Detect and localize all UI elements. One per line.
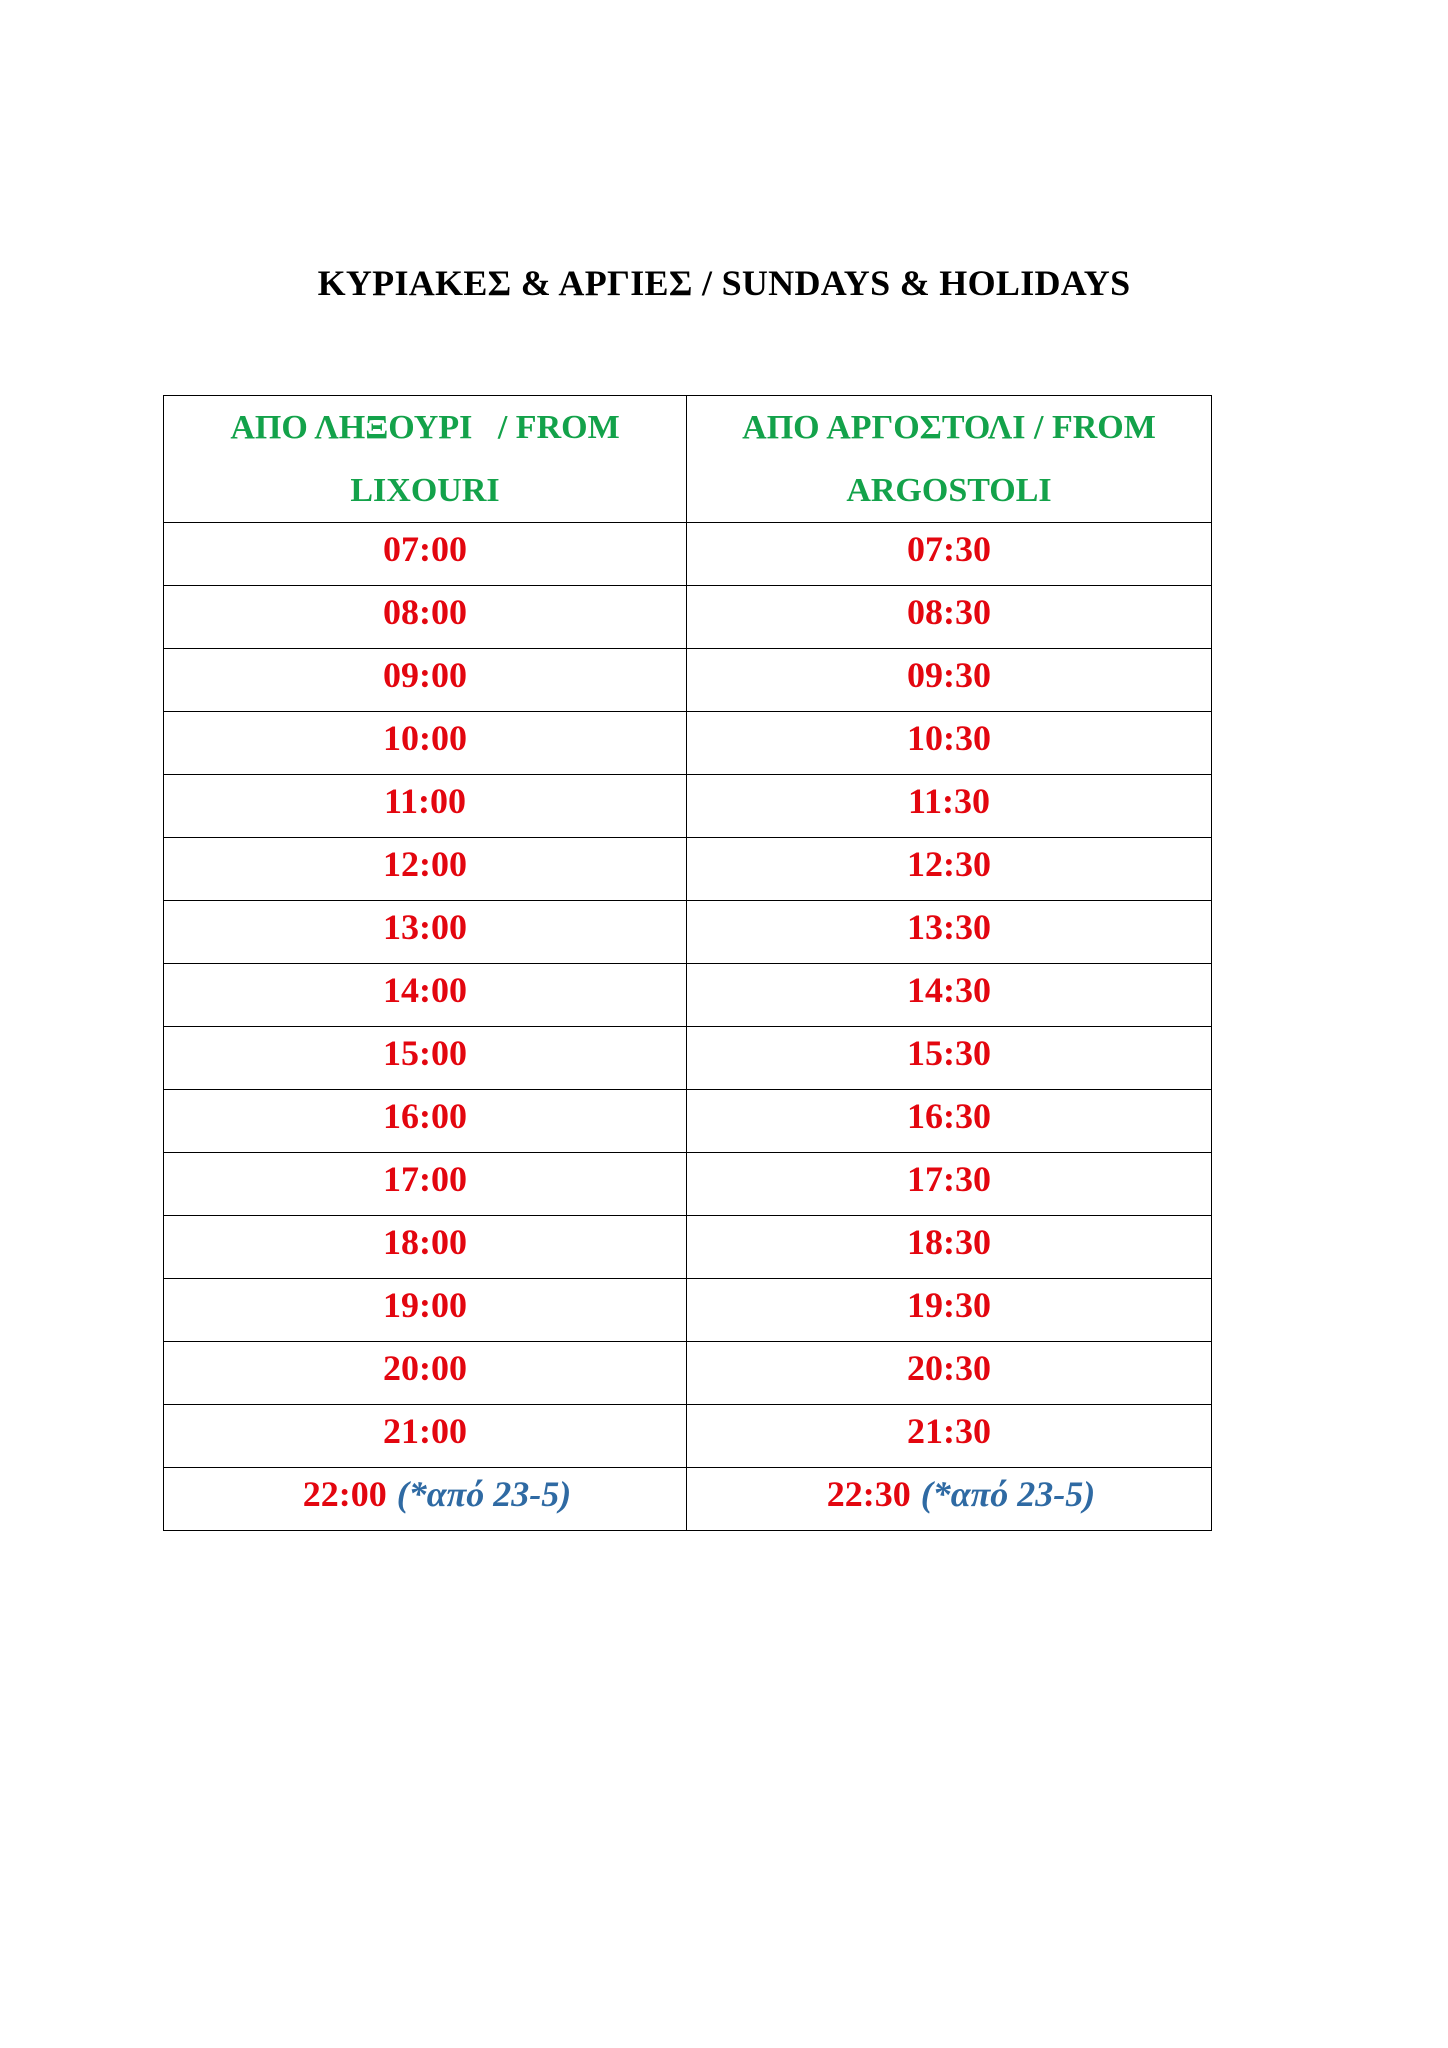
time-lixouri: 12:00 — [383, 844, 467, 884]
time-lixouri: 13:00 — [383, 907, 467, 947]
time-lixouri: 07:00 — [383, 529, 467, 569]
header-from-lixouri-line1: ΑΠΟ ΛΗΞΟΥΡΙ / FROM — [230, 409, 620, 446]
departure-lixouri — [164, 838, 687, 901]
table-row — [164, 901, 1212, 964]
table-row — [164, 1279, 1212, 1342]
table-row — [164, 712, 1212, 775]
departure-argostoli — [687, 1153, 1212, 1216]
time-lixouri: 22:00 — [302, 1474, 387, 1514]
time-lixouri: 21:00 — [383, 1411, 467, 1451]
departure-lixouri — [164, 964, 687, 1027]
time-lixouri: 10:00 — [383, 718, 467, 758]
time-lixouri: 19:00 — [383, 1285, 467, 1325]
table-row — [164, 586, 1212, 649]
time-argostoli: 12:30 — [907, 844, 991, 884]
time-argostoli: 19:30 — [907, 1285, 991, 1325]
departure-lixouri — [164, 1405, 687, 1468]
time-lixouri: 14:00 — [383, 970, 467, 1010]
departure-lixouri — [164, 1027, 687, 1090]
header-from-argostoli-line1: ΑΠΟ ΑΡΓΟΣΤΟΛΙ / FROM — [742, 409, 1156, 446]
table-header-row — [164, 396, 1212, 523]
time-argostoli: 22:30 — [826, 1474, 911, 1514]
schedule-body — [164, 523, 1212, 1531]
departure-argostoli — [687, 1090, 1212, 1153]
table-row — [164, 775, 1212, 838]
departure-lixouri — [164, 1090, 687, 1153]
date-note-argostoli: (*από 23-5) — [920, 1474, 1096, 1514]
date-note-lixouri: (*από 23-5) — [396, 1474, 572, 1514]
departure-argostoli — [687, 649, 1212, 712]
departure-argostoli — [687, 1279, 1212, 1342]
departure-argostoli — [687, 712, 1212, 775]
departure-argostoli — [687, 775, 1212, 838]
table-row — [164, 649, 1212, 712]
departure-argostoli — [687, 1216, 1212, 1279]
departure-lixouri — [164, 1468, 687, 1531]
time-argostoli: 07:30 — [907, 529, 991, 569]
time-argostoli: 09:30 — [907, 655, 991, 695]
table-row — [164, 1027, 1212, 1090]
departure-argostoli — [687, 1027, 1212, 1090]
time-argostoli: 08:30 — [907, 592, 991, 632]
header-from-argostoli — [687, 396, 1212, 523]
header-from-lixouri-line2: LIXOURI — [350, 472, 500, 509]
time-argostoli: 15:30 — [907, 1033, 991, 1073]
table-row — [164, 1405, 1212, 1468]
time-argostoli: 13:30 — [907, 907, 991, 947]
departure-lixouri — [164, 1153, 687, 1216]
page-title: ΚΥΡΙΑΚΕΣ & ΑΡΓΙΕΣ / SUNDAYS & HOLIDAYS — [317, 263, 1131, 303]
departure-lixouri — [164, 1216, 687, 1279]
departure-argostoli — [687, 1468, 1212, 1531]
table-row — [164, 1090, 1212, 1153]
departure-argostoli — [687, 838, 1212, 901]
time-argostoli: 16:30 — [907, 1096, 991, 1136]
time-argostoli: 20:30 — [907, 1348, 991, 1388]
time-argostoli: 18:30 — [907, 1222, 991, 1262]
departure-lixouri — [164, 712, 687, 775]
time-argostoli: 14:30 — [907, 970, 991, 1010]
departure-argostoli — [687, 964, 1212, 1027]
departure-lixouri — [164, 775, 687, 838]
table-row — [164, 838, 1212, 901]
departure-lixouri — [164, 901, 687, 964]
departure-argostoli — [687, 1405, 1212, 1468]
table-row — [164, 1216, 1212, 1279]
departure-lixouri — [164, 1279, 687, 1342]
time-argostoli: 10:30 — [907, 718, 991, 758]
time-lixouri: 08:00 — [383, 592, 467, 632]
departure-argostoli — [687, 901, 1212, 964]
departure-lixouri — [164, 1342, 687, 1405]
time-lixouri: 11:00 — [383, 781, 466, 821]
time-lixouri: 16:00 — [383, 1096, 467, 1136]
time-argostoli: 21:30 — [907, 1411, 991, 1451]
time-lixouri: 17:00 — [383, 1159, 467, 1199]
table-row — [164, 964, 1212, 1027]
table-row — [164, 1468, 1212, 1531]
departure-argostoli — [687, 586, 1212, 649]
time-lixouri: 20:00 — [383, 1348, 467, 1388]
time-argostoli: 11:30 — [907, 781, 990, 821]
departure-lixouri — [164, 523, 687, 586]
time-lixouri: 18:00 — [383, 1222, 467, 1262]
time-argostoli: 17:30 — [907, 1159, 991, 1199]
departure-lixouri — [164, 586, 687, 649]
schedule-table — [163, 395, 1212, 1531]
header-from-argostoli-line2: ARGOSTOLI — [846, 472, 1052, 509]
table-row — [164, 1342, 1212, 1405]
departure-lixouri — [164, 649, 687, 712]
time-lixouri: 09:00 — [383, 655, 467, 695]
departure-argostoli — [687, 523, 1212, 586]
table-row — [164, 523, 1212, 586]
header-from-lixouri — [164, 396, 687, 523]
time-lixouri: 15:00 — [383, 1033, 467, 1073]
table-row — [164, 1153, 1212, 1216]
departure-argostoli — [687, 1342, 1212, 1405]
